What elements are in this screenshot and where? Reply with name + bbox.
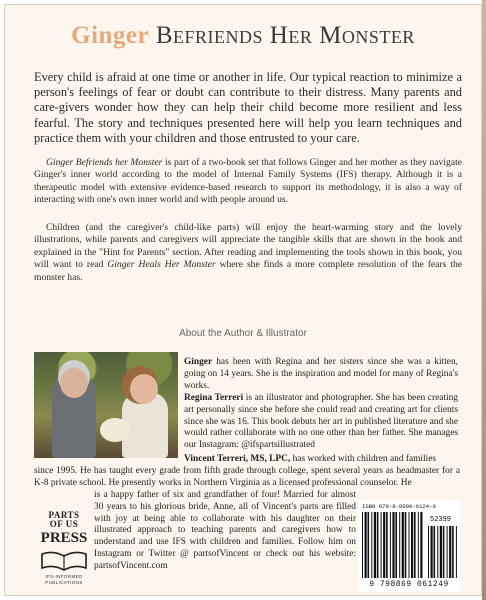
publisher-line3: PRESS [40,530,88,546]
bio-vincent-text1: has worked with children and families [290,454,437,464]
barcode-bars [362,512,424,578]
title-rest: Befriends Her Monster [155,22,415,49]
isbn-text: ISBN 979-8-8690-6124-9 [362,503,436,510]
bio-vincent-lead [184,454,458,466]
bio-regina [184,393,458,452]
publisher-logo [34,508,94,586]
book-name-heals: Ginger Heals Her Monster [107,259,216,271]
barcode-number: 9 798869 061249 [369,580,449,589]
lead-paragraph: Every child is afraid at one time or another in life. Our typical reaction to minimize a person's feelings of fear or doubt can contribute to their distress. Many parents and care-givers wonder how they can help their child become more resilient and less fearful. The story and techniques presented here will help you learn techniques and practice them with your children and those entrusted to your care. [34,70,462,145]
para2-text2: where she finds a more complete resolution of the fears the monster has. [34,259,463,283]
publisher-tagline: IFS-INFORMED PUBLICATIONS [45,574,83,585]
bio-ginger-text: has been with Regina and her sisters since she was a kitten, going on 14 years. She is the inspiration and model for many of Regina's works. [184,357,458,391]
para2-text1: Children (and the caregiver's child-like parts) will enjoy the heart-warming story and the lovely illustrations, while parents and caregivers will appreciate the tangible skills that are shown in the book and explained in the "Hint for Parents" section. After reading and implementing the tools shown in this book, you will want to read [34,222,462,271]
publisher-line1: PARTS [48,510,80,520]
bio-regina-name: Regina Terreri [184,393,244,403]
description-paragraph-1 [34,157,462,207]
price-barcode-bars [428,526,458,578]
spine-edge [482,0,486,600]
book-name-befriends: Ginger Befriends her Monster [46,157,163,168]
bio-vincent-wrap: is a happy father of six and grandfather of four! Married for almost 30 years to his glorious bride, Anne, all of Vincent's parts are filled with joy at being able to collaborate with his daughter on their illustrated approach to teaching parents and caregivers how to understand and use IFS with children and families. Follow him on Instagram or Twitter @ partsofVincent or check out his website: partsofVincent.com [94,490,356,571]
title-ginger: Ginger [71,22,150,49]
book-title [0,22,486,50]
publisher-line2: OF US [49,519,79,529]
price-code: 52399 [430,516,452,524]
about-heading: About the Author & Illustrator [179,328,307,339]
bio-vincent-name: Vincent Terreri, MS, LPC, [184,454,291,464]
description-paragraph-2 [34,222,462,284]
bio-vincent-full: since 1995. He has taught every grade from fifth grade through college, spent several years as headmaster for a K-8 private school. He presently works in Northern Virginia as a licensed professional counselor. He [34,466,460,488]
author-photo [34,352,178,458]
open-book-icon [40,550,88,572]
bio-regina-text: is an illustrator and photographer. She has been creating art personally since she before she could read and creating art for clients since she was 16. This book debuts her art in published literature and she would rather collaborate with no one other than her father. She manages our Instagram: @ifspartsillustrated [184,393,458,451]
para1-text: is part of a two-book set that follows Ginger and her mother as they navigate Ginger's inner world according to the model of Internal Family Systems (IFS) therapy. Although it is a therapeutic model with extensive evidence-based research to support its methodology, it is also a way of interacting with one's own inner world and with people around us. [34,157,462,206]
bio-ginger-name: Ginger [184,357,213,367]
bio-ginger [184,357,458,392]
